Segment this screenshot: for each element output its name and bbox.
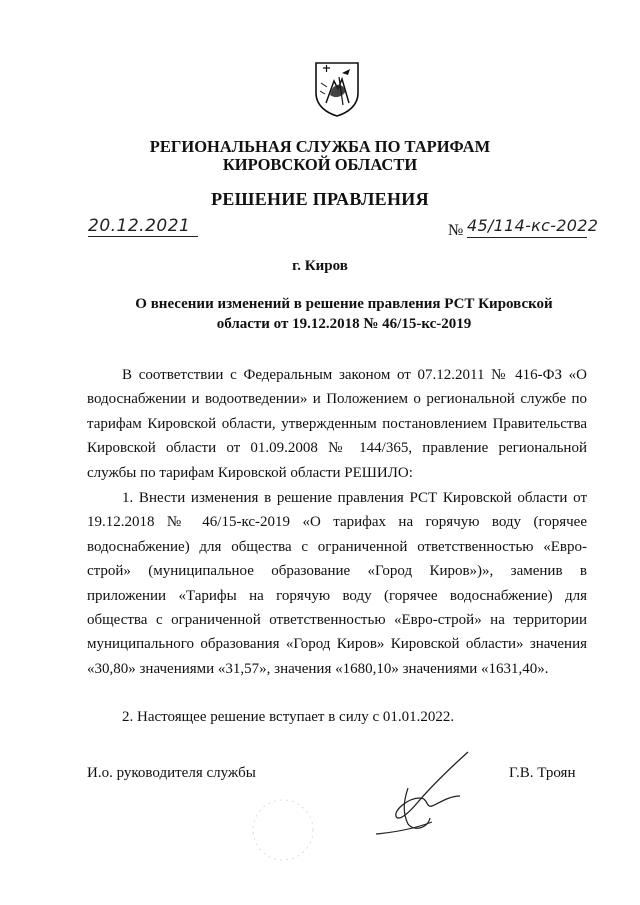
org-name-line1: РЕГИОНАЛЬНАЯ СЛУЖБА ПО ТАРИФАМ <box>149 137 491 156</box>
paragraph-item-2 <box>87 705 587 729</box>
number-sign: № <box>448 222 464 239</box>
org-name-line2: КИРОВСКОЙ ОБЛАСТИ <box>222 155 418 174</box>
paragraph-item-1 <box>87 486 587 681</box>
coat-of-arms-icon <box>312 59 362 117</box>
date-underline <box>88 236 198 237</box>
signer-position: И.о. руководителя службы <box>87 765 256 781</box>
signature-icon <box>368 740 488 840</box>
paragraph-preamble <box>87 363 587 485</box>
handwritten-number: 45/114-кс-2022 <box>467 216 599 235</box>
faint-stamp-icon <box>238 790 328 870</box>
signer-name: Г.В. Троян <box>509 765 576 781</box>
paragraph-item-1-text: 1. Внести изменения в решение правления РСТ Кировской области от 19.12.2018 № 46/15-кс-2019 «О тарифах на горячую воду (горячее водоснабжение) для общества с ограниченной ответственностью «Евро-строй» (муниципальное образование «Город Киров»)», заменив в приложении «Тарифы на горячую воду (горячее водоснабжение) для общества с ограниченной ответственностью «Евро-строй» на территории муниципального образования «Город Киров» Кировской области» значения «30,80» значениями «31,57», значения «1680,10» значениями «1631,40». <box>87 490 587 677</box>
paragraph-item-2-text: 2. Настоящее решение вступает в силу с 01.01.2022. <box>122 709 455 725</box>
paragraph-preamble-text: В соответствии с Федеральным законом от 07.12.2011 № 416-ФЗ «О водоснабжении и водоотведении» и Положением о региональной службе по тарифам Кировской области, утвержденным постановлением Правительства Кировской области от 01.09.2008 № 144/365, правление региональной службы по тарифам Кировской области РЕШИЛО: <box>87 367 587 481</box>
document-subject: О внесении изменений в решение правления РСТ Кировской области от 19.12.2018 № 46/15-кс-2019 <box>135 296 553 332</box>
handwritten-date: 20.12.2021 <box>88 216 191 236</box>
document-type-title: РЕШЕНИЕ ПРАВЛЕНИЯ <box>211 189 429 209</box>
number-underline <box>467 237 587 238</box>
city: г. Киров <box>292 258 348 274</box>
